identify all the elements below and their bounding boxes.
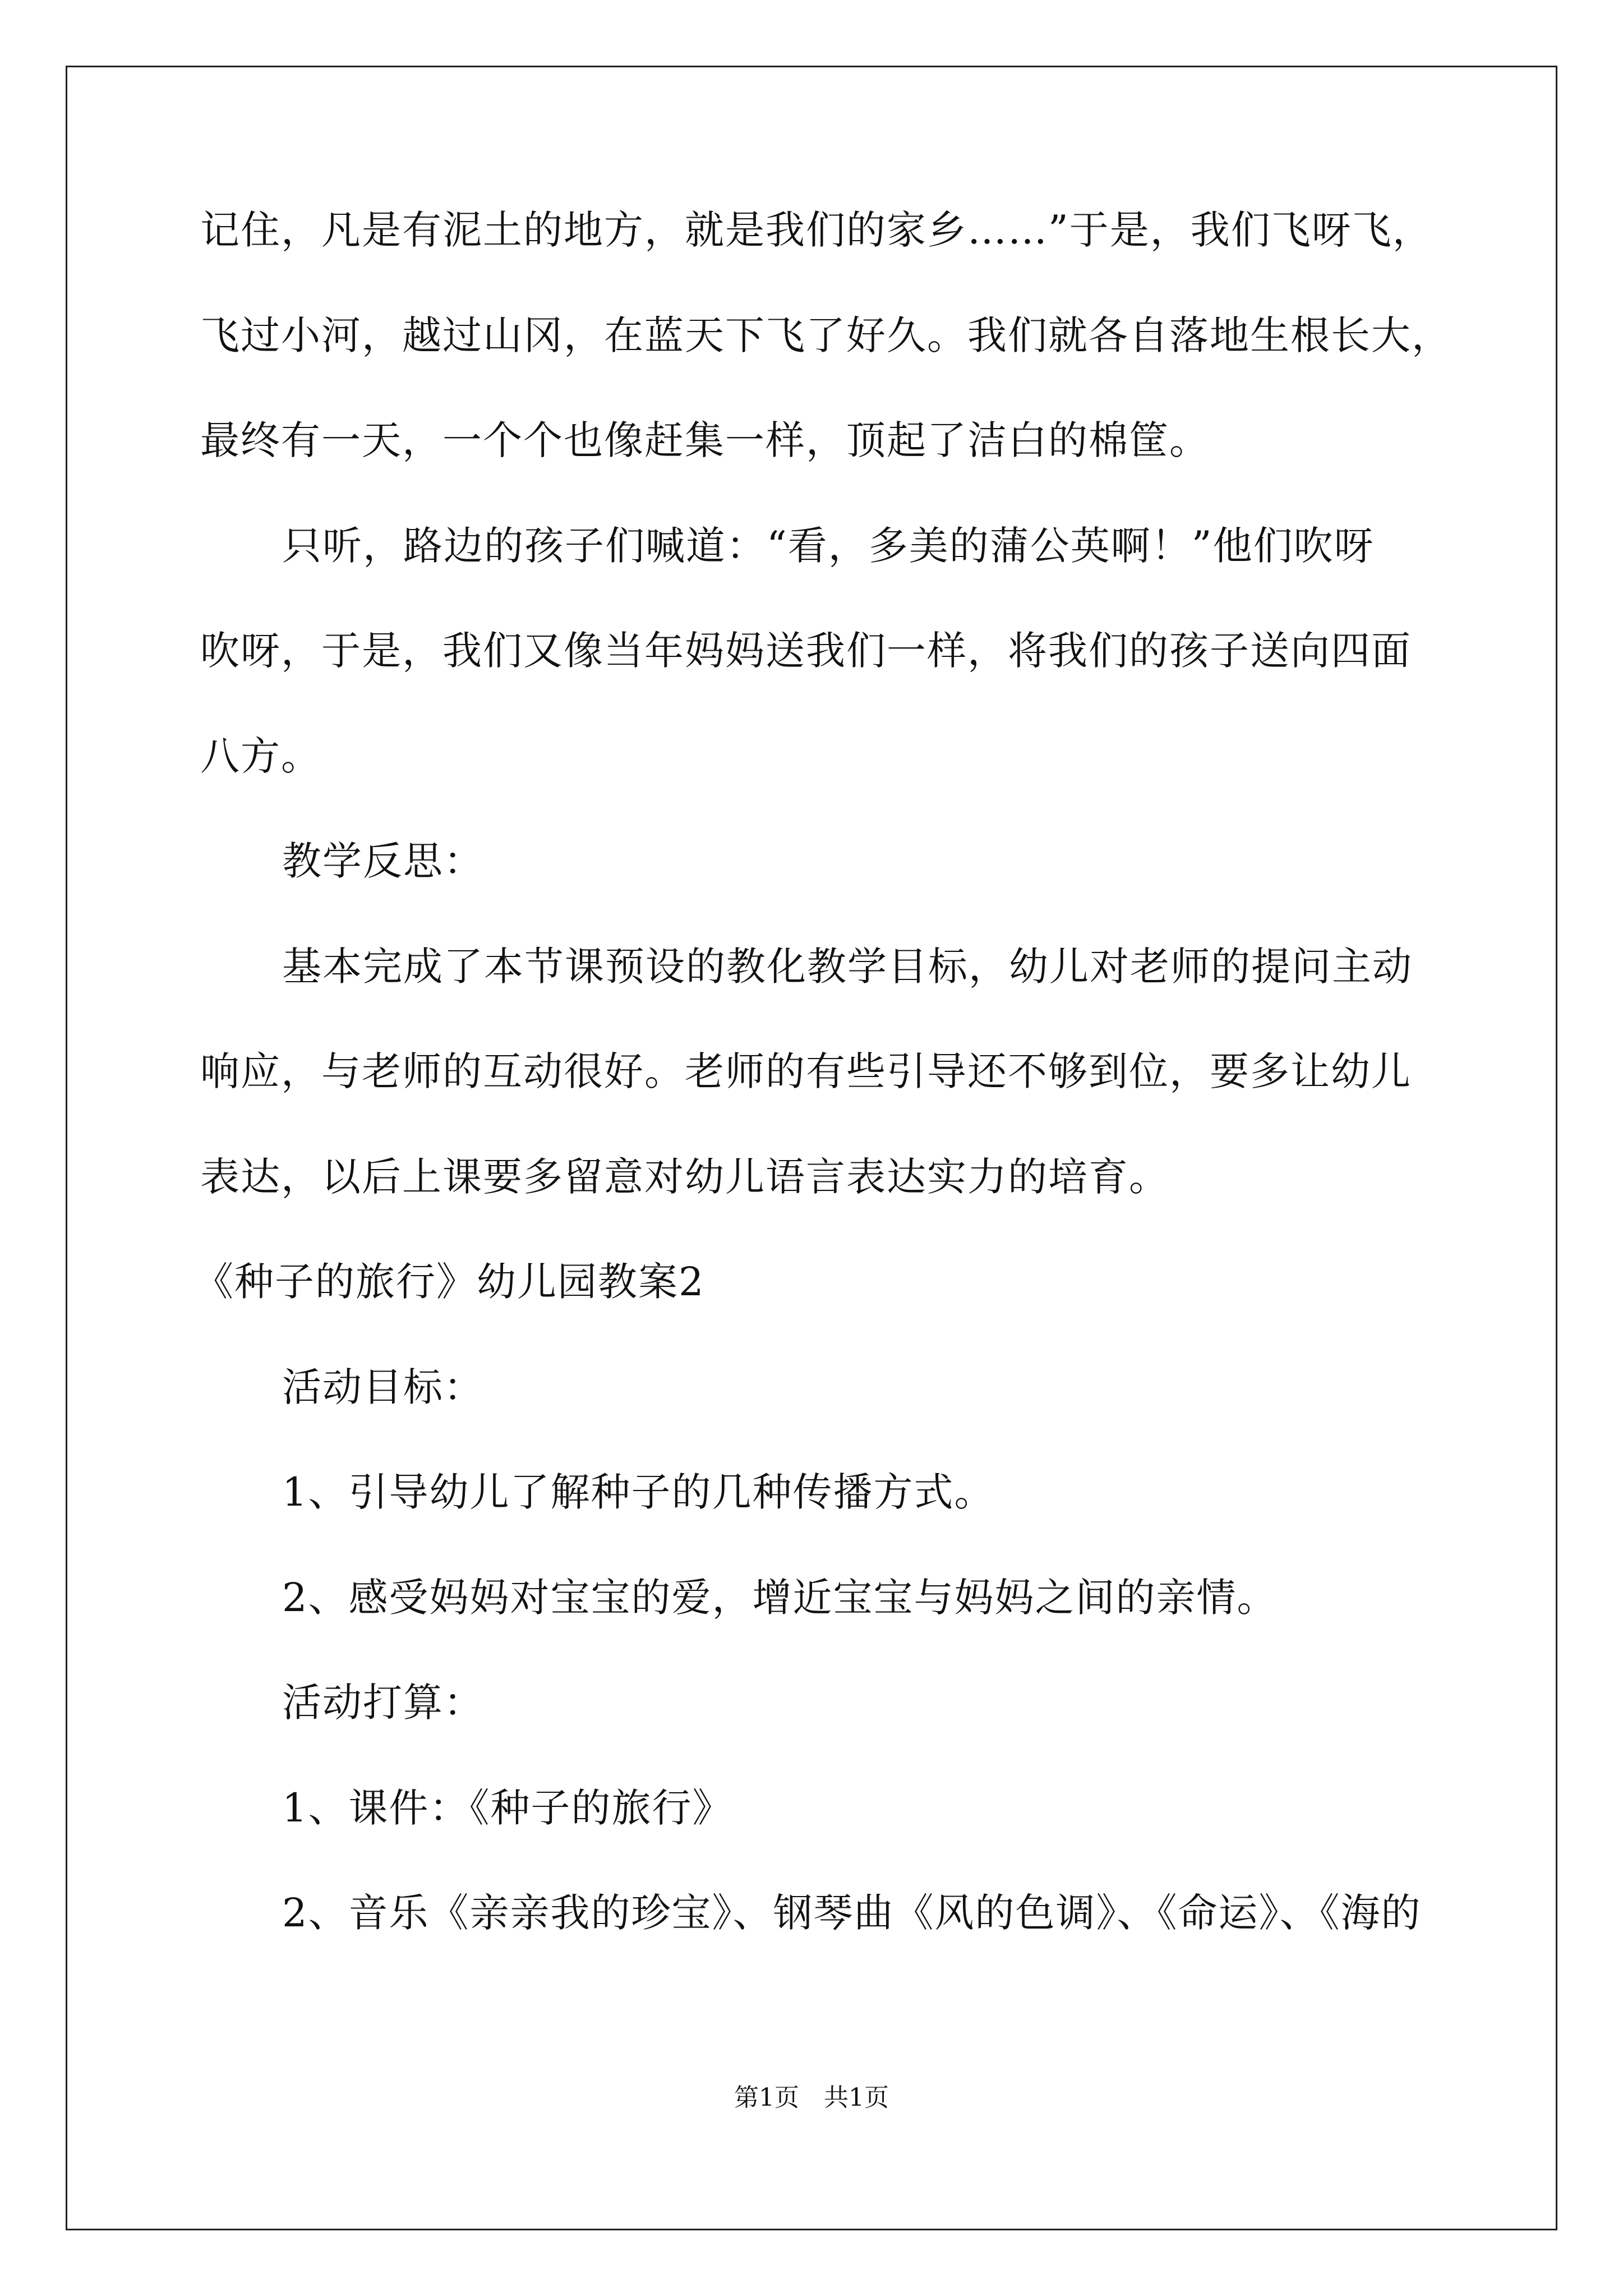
goal-item-1: 1、引导幼儿了解种子的几种传播方式。 (282, 1469, 995, 1515)
line-9: 响应，与老师的互动很好。老师的有些引导还不够到位，要多让幼儿 (200, 1048, 1412, 1094)
line-8: 基本完成了本节课预设的教化教学目标，幼儿对老师的提问主动 (282, 944, 1413, 990)
line-4: 只听，路边的孩子们喊道：“看，多美的蒲公英啊！”他们吹呀 (282, 523, 1375, 569)
section-heading-preparation: 活动打算： (282, 1680, 484, 1726)
document-title: 《种子的旅行》幼儿园教案2 (194, 1259, 705, 1305)
section-heading-reflection: 教学反思： (282, 838, 484, 884)
page-number: 第1页 (734, 2083, 799, 2112)
line-6: 八方。 (200, 733, 321, 779)
page-total: 共1页 (824, 2083, 889, 2112)
line-5: 吹呀，于是，我们又像当年妈妈送我们一样，将我们的孩子送向四面 (200, 628, 1412, 674)
line-1: 记住，凡是有泥土的地方，就是我们的家乡……”于是，我们飞呀飞， (200, 207, 1433, 253)
line-2: 飞过小河，越过山冈，在蓝天下飞了好久。我们就各自落地生根长大， (200, 312, 1452, 358)
section-heading-goals: 活动目标： (282, 1364, 484, 1410)
preparation-item-1: 1、课件：《种子的旅行》 (282, 1785, 733, 1831)
preparation-item-2: 2、音乐《亲亲我的珍宝》、钢琴曲《风的色调》、《命运》、《海的 (282, 1890, 1422, 1936)
page-footer (0, 2083, 1623, 2112)
line-10: 表达，以后上课要多留意对幼儿语言表达实力的培育。 (200, 1154, 1169, 1200)
line-3: 最终有一天，一个个也像赶集一样，顶起了洁白的棉筐。 (200, 417, 1210, 463)
goal-item-2: 2、感受妈妈对宝宝的爱，增近宝宝与妈妈之间的亲情。 (282, 1575, 1278, 1621)
